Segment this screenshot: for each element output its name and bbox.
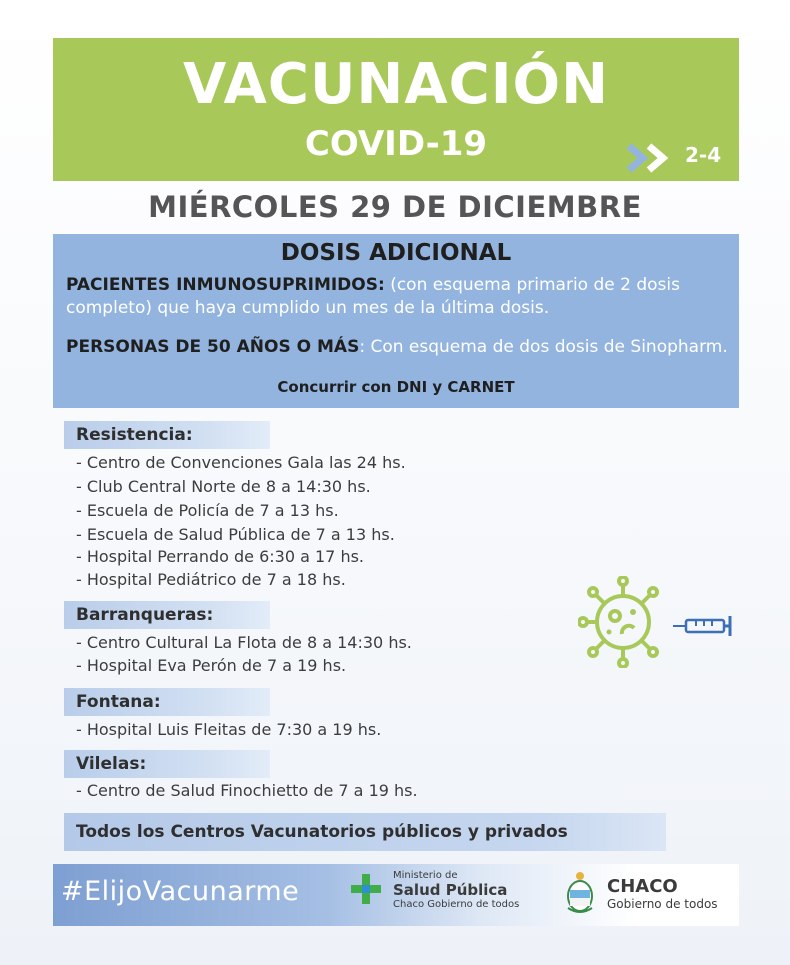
page-title: VACUNACIÓN [182, 52, 610, 117]
location-item: - Centro de Convenciones Gala las 24 hs. [76, 453, 406, 472]
location-item: - Hospital Perrando de 6:30 a 17 hs. [76, 547, 364, 566]
location-item: - Centro de Salud Finochietto de 7 a 19 hs. [76, 781, 418, 800]
cross-icon [351, 874, 381, 904]
dosis-paragraph-50-anos [66, 336, 734, 359]
dosis-p1-text: (con esquema primario de 2 dosis completo) que haya cumplido un mes de la última dosis. [66, 275, 680, 318]
location-item: - Hospital Luis Fleitas de 7:30 a 19 hs. [76, 720, 382, 739]
chaco-seal-icon [565, 870, 595, 914]
page-indicator: 2-4 [685, 143, 722, 167]
location-heading-barranqueras: Barranqueras: [64, 601, 270, 629]
ministerio-line-3: Chaco Gobierno de todos [393, 899, 520, 910]
dosis-title: DOSIS ADICIONAL [280, 240, 512, 266]
dosis-p2-label: PERSONAS DE 50 AÑOS O MÁS [66, 337, 360, 357]
ministerio-logo-text [393, 870, 519, 910]
location-item: - Escuela de Policía de 7 a 13 hs. [76, 501, 339, 520]
dosis-p1-label: PACIENTES INMUNOSUPRIMIDOS: [66, 275, 385, 295]
dosis-note: Concurrir con DNI y CARNET [277, 378, 515, 396]
page-subtitle: COVID-19 [304, 124, 488, 164]
chaco-line-1: CHACO [607, 876, 678, 897]
dosis-p2-text: : Con esquema de dos dosis de Sinopharm. [359, 337, 728, 357]
syringe-icon [673, 616, 730, 636]
location-heading-fontana: Fontana: [64, 688, 270, 716]
location-item: - Escuela de Salud Pública de 7 a 13 hs. [76, 525, 395, 544]
chaco-logo-text [607, 876, 718, 911]
ministerio-line-1: Ministerio de [393, 870, 458, 881]
dosis-adicional-box [53, 234, 739, 408]
chaco-line-2: Gobierno de todos [607, 897, 718, 911]
footer-note: Todos los Centros Vacunatorios públicos y privados [64, 813, 666, 851]
header-banner [53, 38, 739, 181]
location-heading-vilelas: Vilelas: [64, 750, 270, 778]
location-item: - Hospital Pediátrico de 7 a 18 hs. [76, 570, 346, 589]
ministerio-line-2: Salud Pública [393, 881, 508, 899]
location-item: - Hospital Eva Perón de 7 a 19 hs. [76, 656, 347, 675]
location-item: - Centro Cultural La Flota de 8 a 14:30 hs. [76, 633, 412, 652]
bottom-bar [53, 864, 739, 926]
dosis-paragraph-inmunosuprimidos [66, 274, 734, 320]
location-item: - Club Central Norte de 8 a 14:30 hs. [76, 477, 371, 496]
event-date: MIÉRCOLES 29 DE DICIEMBRE [148, 190, 642, 224]
hashtag: #ElijoVacunarme [61, 876, 300, 907]
virus-icon [578, 576, 743, 668]
location-heading-resistencia: Resistencia: [64, 421, 270, 449]
